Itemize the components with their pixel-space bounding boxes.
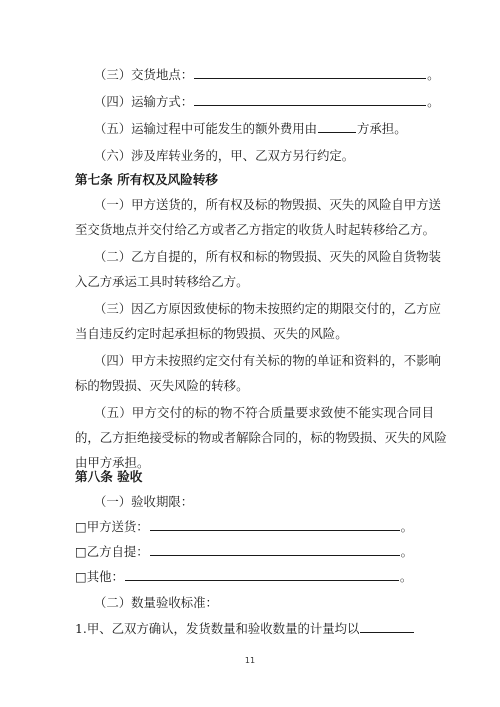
option-seller-delivery-blank [150, 519, 400, 531]
end-mark: 。 [427, 94, 440, 109]
transport-blank [194, 94, 426, 106]
acceptance-option-buyer-pickup [75, 544, 435, 560]
end-mark: 。 [427, 67, 440, 82]
article7-p3-line2: 当自违反约定时起承担标的物毁损、灭失的风险。 [75, 326, 348, 341]
end-mark: 。 [400, 544, 414, 559]
extra-cost-blank [318, 121, 356, 133]
storage-text: （六）涉及库转业务的，甲、乙双方另行约定。 [94, 148, 355, 163]
article7-title: 第七条 所有权及风险转移 [75, 172, 218, 187]
acceptance-period-line [94, 494, 434, 510]
end-mark: 。 [399, 569, 413, 584]
acceptance-option-other [75, 569, 435, 585]
article7-p1-line2: 至交货地点并交付给乙方或者乙方指定的收货人时起转移给乙方。 [75, 222, 435, 237]
article7-p4-line1: （四）甲方未按照约定交付有关标的物的单证和资料的，不影响 [94, 353, 441, 368]
quantity-item1-line [75, 621, 435, 637]
transport-label: （四）运输方式： [94, 94, 194, 109]
article7-p5-line2: 的，乙方拒绝接受标的物或者解除合同的，标的物毁损、灭失的风险 [75, 430, 447, 445]
article7-p2-line1: （二）乙方自提的，所有权和标的物毁损、灭失的风险自货物装 [94, 249, 441, 264]
quantity-item1-text: 1.甲、乙双方确认，发货数量和验收数量的计量均以 [75, 621, 360, 636]
option-other-blank [125, 569, 399, 581]
acceptance-period-label: （一）验收期限： [94, 494, 194, 509]
delivery-place-blank [194, 67, 426, 79]
option-buyer-pickup-blank [150, 544, 400, 556]
option-seller-delivery-label: □甲方送货： [75, 519, 149, 534]
article7-p5-line3: 由甲方承担。 [75, 455, 150, 470]
quantity-item1-blank [360, 621, 414, 633]
article8-title: 第八条 验收 [75, 469, 143, 484]
option-buyer-pickup-label: □乙方自提： [75, 544, 149, 559]
transport-line [94, 94, 440, 110]
acceptance-option-seller-delivery [75, 519, 435, 535]
article7-p2-line2: 入乙方承运工具时转移给乙方。 [75, 274, 249, 289]
extra-cost-line [94, 121, 434, 137]
article7-p1-line1: （一）甲方送货的，所有权及标的物毁损、灭失的风险自甲方送 [94, 197, 441, 212]
quantity-standard-line [94, 595, 434, 611]
end-mark: 。 [400, 519, 414, 534]
option-other-label: □其他： [75, 569, 124, 584]
extra-cost-suffix: 方承担。 [357, 121, 407, 136]
article7-p4-line2: 标的物毁损、灭失风险的转移。 [75, 378, 249, 393]
article7-p5-line1: （五）甲方交付的标的物不符合质量要求致使不能实现合同目 [94, 405, 434, 420]
quantity-standard-label: （二）数量验收标准： [94, 595, 218, 610]
storage-line [94, 148, 434, 164]
delivery-place-label: （三）交货地点： [94, 67, 194, 82]
article7-p3-line1: （三）因乙方原因致使标的物未按照约定的期限交付的，乙方应 [94, 301, 441, 316]
extra-cost-text: （五）运输过程中可能发生的额外费用由 [94, 121, 318, 136]
page-number: 11 [244, 656, 256, 665]
delivery-place-line [94, 67, 440, 83]
